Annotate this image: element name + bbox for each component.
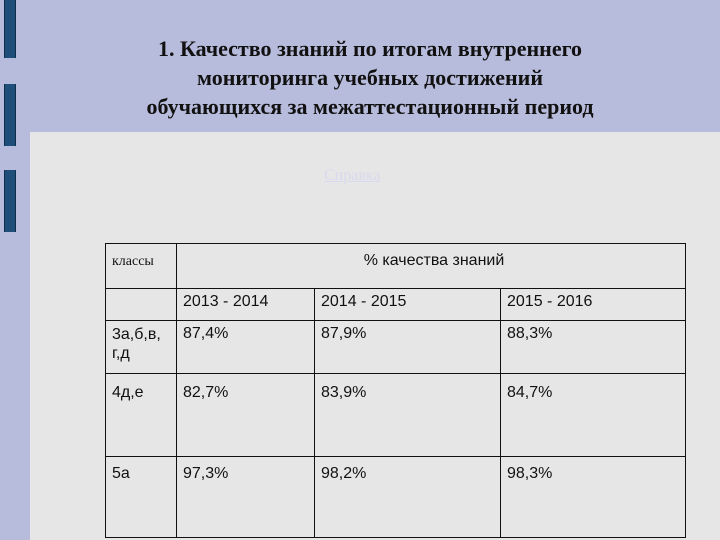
value-cell: 82,7% xyxy=(177,374,315,457)
reference-link[interactable]: Справка xyxy=(324,167,381,184)
table-years-row xyxy=(106,289,686,321)
title-line: мониторинга учебных достижений xyxy=(197,65,543,90)
year-cell: 2013 - 2014 xyxy=(177,289,315,321)
value-cell: 97,3% xyxy=(177,457,315,538)
class-cell: 5а xyxy=(106,457,177,538)
title-line: обучающихся за межаттестационный период xyxy=(146,94,594,119)
decorative-bar xyxy=(4,170,16,232)
value-cell: 87,9% xyxy=(315,321,501,374)
year-cell: 2015 - 2016 xyxy=(501,289,686,321)
table-row xyxy=(106,457,686,538)
value-cell: 88,3% xyxy=(501,321,686,374)
header-quality: % качества знаний xyxy=(177,244,686,289)
empty-cell xyxy=(106,289,177,321)
slide-title xyxy=(30,34,710,121)
decorative-bar xyxy=(4,84,16,146)
class-cell: 3а,б,в, г,д xyxy=(106,321,177,374)
table-header-row xyxy=(106,244,686,289)
table-row xyxy=(106,321,686,374)
class-cell: 4д,е xyxy=(106,374,177,457)
title-line: 1. Качество знаний по итогам внутреннего xyxy=(157,36,583,61)
quality-table xyxy=(105,243,686,538)
header-classes: классы xyxy=(106,244,177,289)
value-cell: 83,9% xyxy=(315,374,501,457)
value-cell: 98,2% xyxy=(315,457,501,538)
table-row xyxy=(106,374,686,457)
decorative-bar xyxy=(4,0,16,58)
value-cell: 98,3% xyxy=(501,457,686,538)
value-cell: 84,7% xyxy=(501,374,686,457)
value-cell: 87,4% xyxy=(177,321,315,374)
year-cell: 2014 - 2015 xyxy=(315,289,501,321)
